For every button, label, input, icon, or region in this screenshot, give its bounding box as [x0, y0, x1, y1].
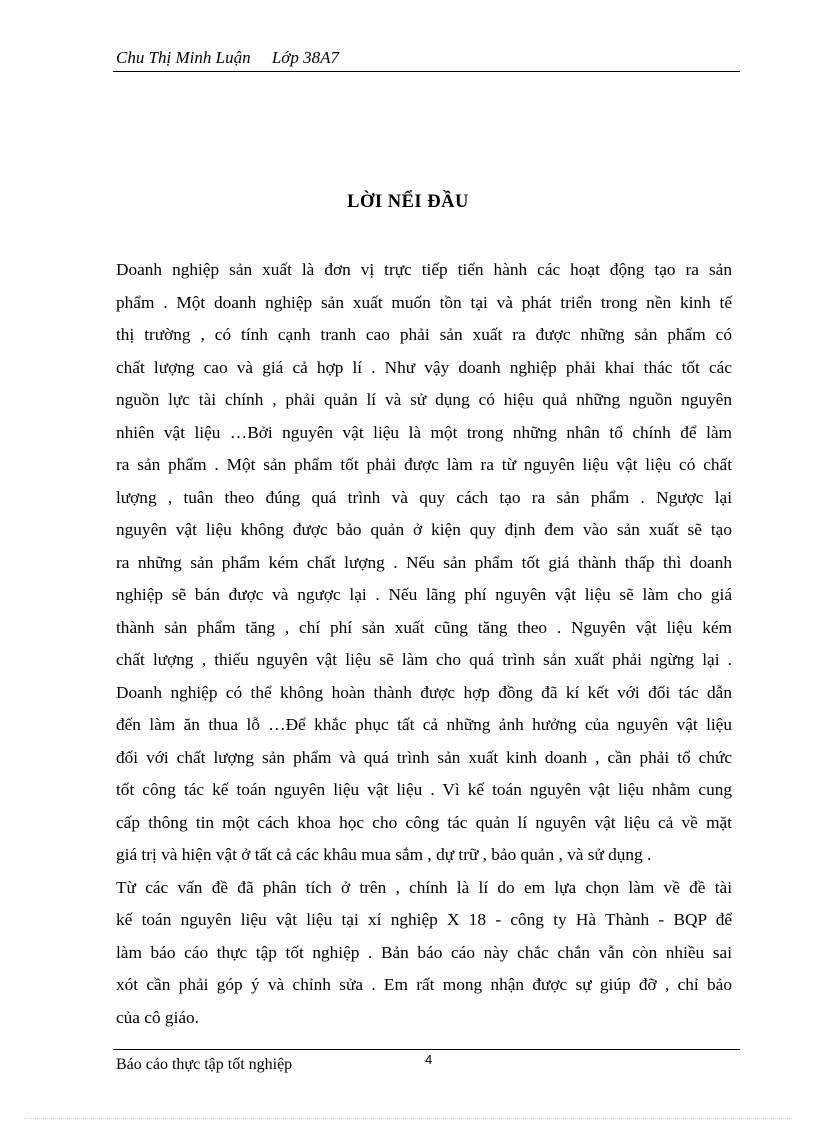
text-line: làm báo cáo thực tập tốt nghiệp . Bản báo cáo này chắc chắn vẫn còn nhiều sai — [116, 942, 732, 962]
text-line: phẩm . Một doanh nghiệp sản xuất muốn tồn tại và phát triển trong nền kinh tế — [116, 292, 732, 312]
paragraph-1 — [116, 254, 732, 872]
text-line: ra những sản phẩm kém chất lượng . Nếu sản phẩm tốt giá thành thấp thì doanh — [116, 552, 732, 572]
text-line: của cô giáo. — [116, 1007, 200, 1027]
header-divider — [113, 71, 740, 72]
page-footer: Báo cáo thực tập tốt nghiệp — [116, 1056, 293, 1073]
text-line: chất lượng , thiếu nguyên vật liệu sẽ làm cho quá trình sản xuất phải ngừng lại . — [116, 650, 732, 669]
text-line: nguyên vật liệu không được bảo quản ở kiện quy định đem vào sản xuất sẽ tạo — [116, 520, 732, 539]
text-line: tốt công tác kế toán nguyên liệu vật liệu . Vì kế toán nguyên vật liệu nhằm cung — [116, 780, 732, 799]
page-number: 4 — [425, 1052, 433, 1067]
text-line: Từ các vấn đề đã phân tích ở trên , chính là lí do em lựa chọn làm về đề tài — [116, 877, 732, 897]
text-line: kế toán nguyên liệu vật liệu tại xí nghiệp X 18 - công ty Hà Thành - BQP để — [116, 910, 732, 929]
text-line: thành sản phẩm tăng , chí phí sản xuất cũng tăng theo . Nguyên vật liệu kém — [116, 617, 732, 637]
text-line: Doanh nghiệp sản xuất là đơn vị trực tiếp tiến hành các hoạt động tạo ra sản — [116, 260, 732, 279]
paragraph-2 — [116, 872, 732, 1035]
text-line: đối với chất lượng sản phẩm và quá trình sản xuất kinh doanh , cần phải tổ chức — [116, 747, 732, 767]
text-line: Doanh nghiệp có thể không hoàn thành được hợp đồng đã kí kết với đối tác dẫn — [116, 682, 732, 702]
text-line: thị trường , có tính cạnh tranh cao phải sản xuất ra được những sản phẩm có — [116, 325, 732, 344]
text-line: đến làm ăn thua lỗ …Để khắc phục tất cả những ảnh hưởng của nguyên vật liệu — [116, 715, 732, 734]
text-line: ra sản phẩm . Một sản phẩm tốt phải được làm ra từ nguyên liệu vật liệu có chất — [116, 455, 732, 474]
text-line: cấp thông tin một cách khoa học cho công tác quản lí nguyên vật liệu cả về mặt — [116, 812, 732, 832]
text-line: giá trị và hiện vật ở tất cả các khâu mua sắm , dự trữ , bảo quản , và sử dụng . — [116, 845, 652, 864]
text-line: nhiên vật liệu …Bởi nguyên vật liệu là một trong những nhân tố chính để làm — [116, 422, 732, 442]
text-line: chất lượng cao và giá cả hợp lí . Như vậy doanh nghiệp phải khai thác tốt các — [116, 357, 732, 377]
text-line: xót cần phải góp ý và chỉnh sửa . Em rất mong nhận được sự giúp đỡ , chỉ bảo — [116, 975, 732, 994]
page-edge-divider — [24, 1118, 792, 1119]
document-body — [116, 254, 732, 1034]
text-line: lượng , tuân theo đúng quá trình và quy cách tạo ra sản phẩm . Ngược lại — [116, 487, 732, 507]
document-title: LỜI NỂI ĐẦU — [347, 192, 469, 212]
page-header: Chu Thị Minh Luận Lớp 38A7 — [116, 48, 340, 67]
text-line: nghiệp sẽ bán được và ngược lại . Nếu lãng phí nguyên vật liệu sẽ làm cho giá — [116, 585, 732, 604]
text-line: nguồn lực tài chính , phải quản lí và sử dụng có hiệu quả những nguồn nguyên — [116, 390, 732, 409]
footer-divider — [113, 1049, 740, 1050]
